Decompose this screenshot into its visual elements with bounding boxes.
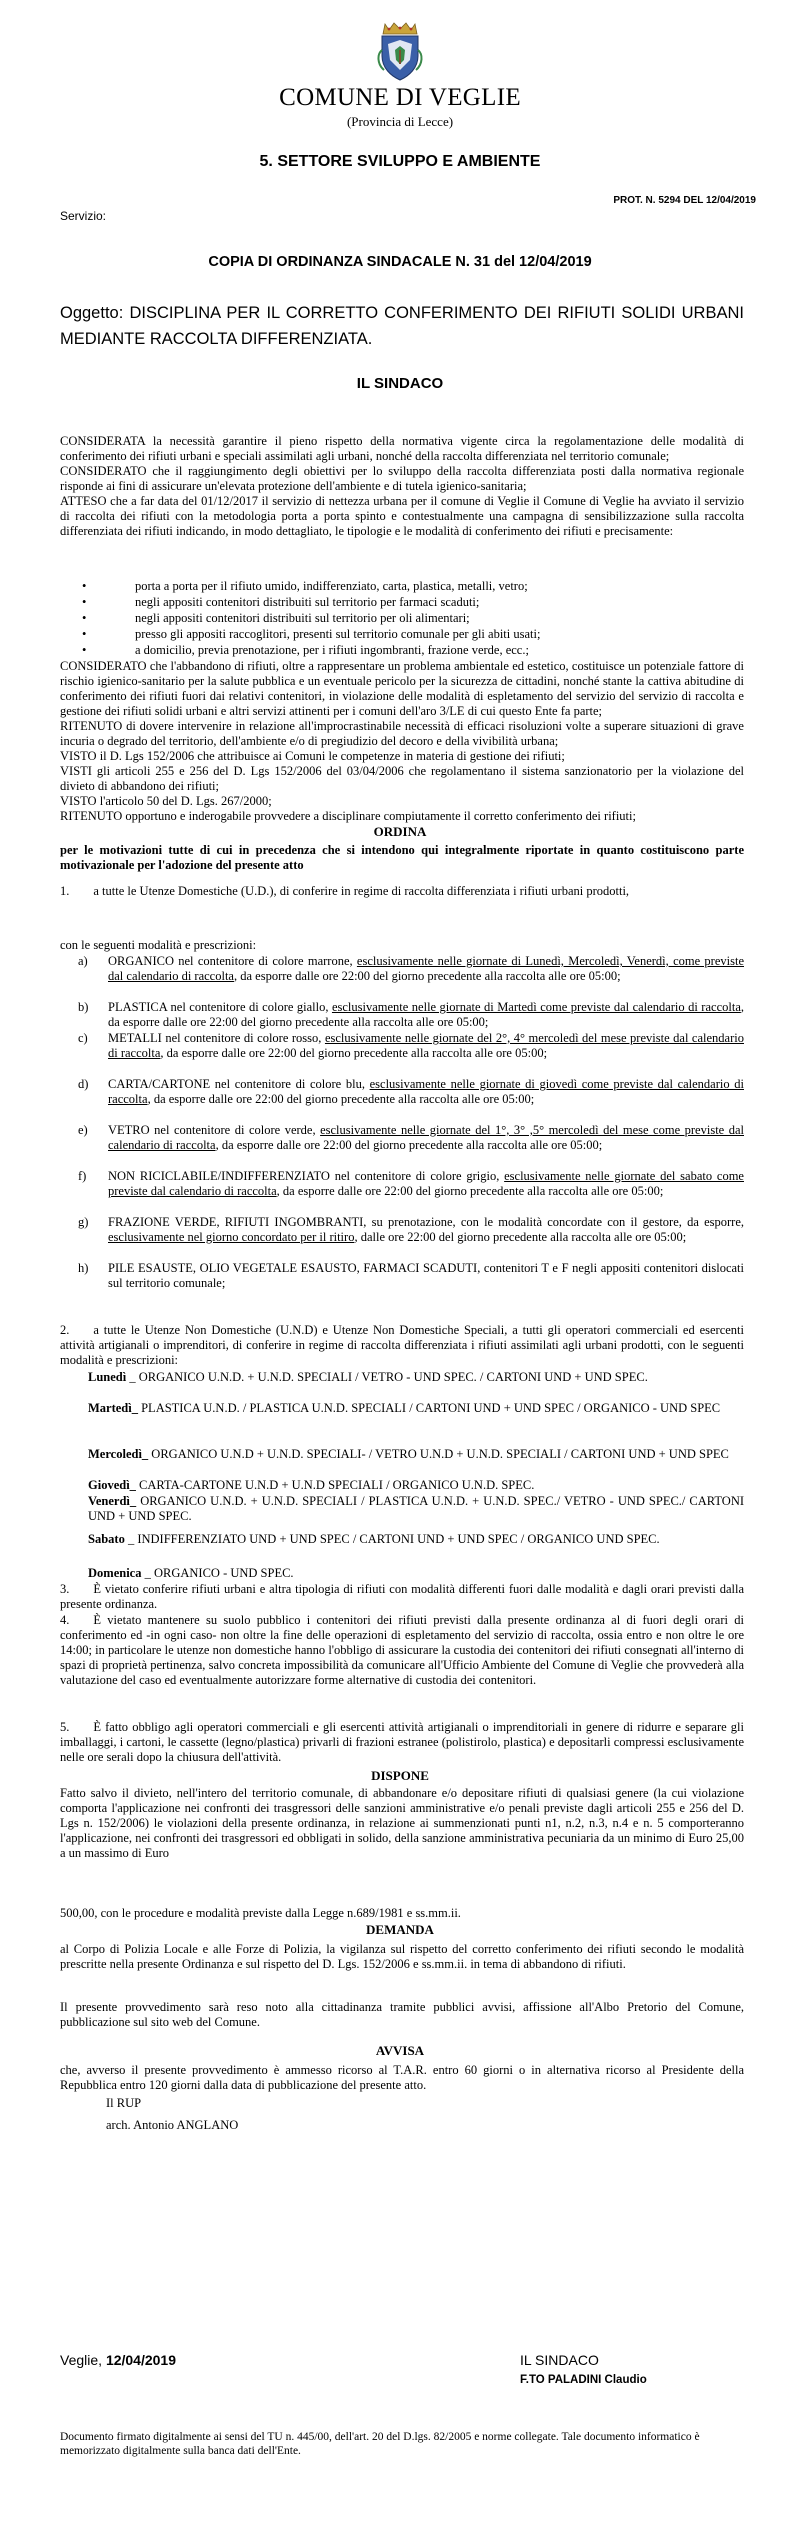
list-item: d) CARTA/CARTONE nel contenitore di colore blu, esclusivamente nelle giornate di giovedì come previste dal calendario di raccolta, da esporre dalle ore 22:00 del giorno precedente alla raccolta alle ore 05:00; xyxy=(78,1077,744,1106)
premise-visto-50: VISTO l'articolo 50 del D. Lgs. 267/2000; xyxy=(60,794,272,808)
digital-signature-note: Documento firmato digitalmente ai sensi del TU n. 445/00, dell'art. 20 del D.lgs. 82/2005 e norme collegate. Tale documento informatico è memorizzato digitalmente sulla banca dati dell'Ente. xyxy=(60,2431,700,2457)
ordina-item-5: 5. È fatto obbligo agli operatori commerciali e gli esercenti attività artigianali o imprenditoriali in genere di ridurre e separare gli imballaggi, i cartoni, le cassette (legno/plastica) privarli di frazioni estranee (polistirolo, plastica) e depositarli compressi esclusivamente nelle ore serali dopo la chiusura dell'attività. xyxy=(60,1720,744,1764)
ordina-motivation: per le motivazioni tutte di cui in precedenza che si intendono qui integralmente riportate in quanto costituiscono parte motivazionale per l'adozione del presente atto xyxy=(60,843,744,872)
subject-text: DISCIPLINA PER IL CORRETTO CONFERIMENTO DEI RIFIUTI SOLIDI URBANI MEDIANTE RACCOLTA DIFFERENZIATA. xyxy=(60,304,744,348)
subject-label: Oggetto: xyxy=(60,304,124,322)
schedule-row: Giovedì_ CARTA-CARTONE U.N.D + U.N.D SPECIALI / ORGANICO U.N.D. SPEC. xyxy=(88,1478,535,1492)
ordina-item-1: 1. a tutte le Utenze Domestiche (U.D.), di conferire in regime di raccolta differenziata i rifiuti urbani prodotti, xyxy=(60,884,630,898)
ordina-item-4: 4. È vietato mantenere su suolo pubblico i contenitori dei rifiuti previsti dalla presente ordinanza al di fuori degli orari di conferimento ed -in ogni caso- non oltre la fine delle operazioni di espletamento del servizio di raccolta, ossia entro e non oltre le ore 14:00; in particolare le utenze non domestiche hanno l'obbligo di assicurare la custodia dei contenitori dei rifiuti consegnati all'interno di spazi di proprietà pertinenza, salvo concreta impossibilità da comunicare all'Ufficio Ambiente del Comune di Veglie che provvederà alla valutazione del caso ed eventualmente autorizzare forme alternative di custodia dei contenitori. xyxy=(60,1613,744,1687)
premise-visto-152: VISTO il D. Lgs 152/2006 che attribuisce ai Comuni le competenze in materia di gestione dei rifiuti; xyxy=(60,749,565,763)
mayor-signature: F.TO PALADINI Claudio xyxy=(520,2374,647,2386)
dispone-text-cont: 500,00, con le procedure e modalità previste dalla Legge n.689/1981 e ss.mm.ii. xyxy=(60,1906,461,1920)
sector-title: 5. SETTORE SVILUPPO E AMBIENTE xyxy=(259,153,541,170)
premise-ritenuto-2: RITENUTO opportuno e inderogabile provvedere a disciplinare compiutamente il corretto conferimento dei rifiuti; xyxy=(60,809,636,823)
ordinance-page: COMUNE DI VEGLIE (Provincia di Lecce) 5. SETTORE SVILUPPO E AMBIENTE PROT. N. 5294 DEL 12/04/2019 Servizio: COPIA DI ORDINANZA SINDACALE N. 31 del 12/04/2019 Oggetto: DISCIPLINA PER IL CORRETTO CONFERIMENTO DEI RIFIUTI SOLIDI URBANI MEDIANTE RACCOLTA DIFFERENZIATA. IL SINDACO CONSIDERATA la necessità garantire il pieno rispetto della normativa vigente circa la regolamentazione delle modalità di conferimento dei rifiuti urbani e speciali assimilati agli urbani, nonché della raccolta differenziata nel territorio comunale; CONSIDERATO che il raggiungimento degli obiettivi per lo sviluppo della raccolta differenziata posti dalla normativa regionale risponde ai fini di assicurare un'elevata protezione dell'ambiente e di tutela igienico-sanitaria; ATTESO che a far data del 01/12/2017 il servizio di nettezza urbana per il comune di Veglie il Comune di Veglie ha avviato il servizio di raccolta dei rifiuti con la metodologia porta a porta spinto e contestualmente una campagna di sensibilizzazione sulla raccolta differenziata dei rifiuti indicando, in modo dettagliato, le tipologie e le modalità di conferimento dei rifiuti e precisamente: • porta a porta per il rifiuto umido, indifferenziato, carta, plastica, metalli, vetro; • negli appositi contenitori distribuiti sul territorio per farmaci scaduti; • negli appositi contenitori distribuiti sul territorio per oli alimentari; • presso gli appositi raccoglitori, presenti sul territorio comunale per gli abiti usati; • a domicilio, previa prenotazione, per i rifiuti ingombranti, frazione verde, ecc.; CONSIDERATO che l'abbandono di rifiuti, oltre a rappresentare un problema ambientale ed estetico, costituisce un potenziale fattore di rischio igienico-sanitario per la salute pubblica e un eventuale pericolo per la sicurezza de cittadini, nonché stante la cattiva abitudine di conferimento dei rifiuti fuori dai relativi contenitori, in violazione delle modalità di espletamento del servizio del servizio di raccolta e gestione dei rifiuti solidi urbani e altri servizi attinenti per i comuni dell'aro 3/LE di cui questo Ente fa parte; RITENUTO di dovere intervenire in relazione all'improcrastinabile necessità di efficaci risoluzioni volte a superare situazioni di grave incuria o degrado del territorio, dell'ambiente e/o di pregiudizio del decoro e della vivibilità urbana; VISTO il D. Lgs 152/2006 che attribuisce ai Comuni le competenze in materia di gestione dei rifiuti; VISTI gli articoli 255 e 256 del D. Lgs 152/2006 del 03/04/2006 che regolamentano il sistema sanzionatorio per la violazione del divieto di abbandono dei rifiuti; VISTO l'articolo 50 del D. Lgs. 267/2000; RITENUTO opportuno e inderogabile provvedere a disciplinare compiutamente il corretto conferimento dei rifiuti; ORDINA per le motivazioni tutte di cui in precedenza che si intendono qui integralmente riportate in quanto costituiscono parte motivazionale per l'adozione del presente atto 1. a tutte le Utenze Domestiche (U.D.), di conferire in regime di raccolta differenziata i rifiuti urbani prodotti, con le seguenti modalità e prescrizioni: a) ORGANICO nel contenitore di colore marrone, esclusivamente nelle giornate di Lunedì, Mercoledì, Venerdì, come previste dal calendario di raccolta, da esporre dalle ore 22:00 del giorno precedente alla raccolta alle ore 05:00; b) PLASTICA nel contenitore di colore giallo, esclusivamente nelle giornate di Martedì come previste dal calendario di raccolta, da esporre dalle ore 22:00 del giorno precedente alla raccolta alle ore 05:00; c) METALLI nel contenitore di colore rosso, esclusivamente nelle giornate del 2°, 4° mercoledì del mese previste dal calendario di raccolta, da esporre dalle ore 22:00 del giorno precedente alla raccolta alle ore 05:00; d) CARTA/CARTONE nel contenitore di colore blu, esclusivamente nelle giornate di giovedì come previste dal calendario di raccolta, da esporre dalle ore 22:00 del giorno precedente alla raccolta alle ore 05:00; e) VETRO nel contenitore di colore verde, esclusivamente nelle giornate del 1°, 3° ,5° mercoledì del mese come previste dal calendario di raccolta, da esporre dalle ore 22:00 del giorno precedente alla raccolta alle ore 05:00; f) NON RICICLABILE/INDIFFERENZIATO nel contenitore di colore grigio, esclusivamente nelle giornate del sabato come previste dal calendario di raccolta, da esporre dalle ore 22:00 del giorno precedente alla raccolta alle ore 05:00; g) FRAZIONE VERDE, RIFIUTI INGOMBRANTI, su prenotazione, con le modalità concordate con il gestore, da esporre, esclusivamente nel giorno concordato per il ritiro, dalle ore 22:00 del giorno precedente alla raccolta alle ore 05:00; h) PILE ESAUSTE, OLIO VEGETALE ESAUSTO, FARMACI SCADUTI, contenitori T e F negli appositi contenitori dislocati sul territorio comunale; 2. a tutte le Utenze Non Domestiche (U.N.D) e Utenze Non Domestiche Speciali, a tutti gli operatori commerciali ed esercenti attività artigianali o imprenditori, di conferire in regime di raccolta differenziata i rifiuti assimilati agli urbani prodotti, con le seguenti modalità e prescrizioni: Lunedì _ ORGANICO U.N.D. + U.N.D. SPECIALI / VETRO - UND SPEC. / CARTONI UND + UND SPEC. Martedì_ PLASTICA U.N.D. / PLASTICA U.N.D. SPECIALI / CARTONI UND + UND SPEC / ORGANICO - UND SPEC Mercoledì_ ORGANICO U.N.D + U.N.D. SPECIALI- / VETRO U.N.D + U.N.D. SPECIALI / CARTONI UND + UND SPEC Giovedì_ CARTA-CARTONE U.N.D + U.N.D SPECIALI / ORGANICO U.N.D. SPEC. Venerdì_ ORGANICO U.N.D. + U.N.D. SPECIALI / PLASTICA U.N.D. + U.N.D. SPEC./ VETRO - UND SPEC./ CARTONI UND + UND SPEC. Sabato _ INDIFFERENZIATO UND + UND SPEC / CARTONI UND + UND SPEC / ORGANICO UND SPEC. Domenica _ ORGANICO - UND SPEC. 3. È vietato conferire rifiuti urbani e altra tipologia di rifiuti con modalità differenti fuori dalle modalità e dagli orari previsti dalla presente ordinanza. 4. È vietato mantenere su suolo pubblico i contenitori dei rifiuti previsti dalla presente ordinanza al di fuori degli orari di conferimento ed -in ogni caso- non oltre la fine delle operazioni di espletamento del servizio di raccolta, ossia entro e non oltre le ore 14:00; in particolare le utenze non domestiche hanno l'obbligo di assicurare la custodia dei contenitori dei rifiuti consegnati all'interno di spazi di proprietà pertinenza, salvo concreta impossibilità da comunicare all'Ufficio Ambiente del Comune di Veglie che provvederà alla valutazione del caso ed eventualmente autorizzare forme alternative di custodia dei contenitori. 5. È fatto obbligo agli operatori commerciali e gli esercenti attività artigianali o imprenditoriali in genere di ridurre e separare gli imballaggi, i cartoni, le cassette (legno/plastica) privarli di frazioni estranee (polistirolo, plastica) e depositarli compressi esclusivamente nelle ore serali dopo la chiusura dell'attività. DISPONE Fatto salvo il divieto, nell'intero del territorio comunale, di abbandonare e/o depositare rifiuti di qualsiasi genere (la cui violazione comporta l'applicazione nei confronti dei trasgressori delle sanzioni amministrative e/o penali previste dagli articoli 255 e 256 del D. Lgs n. 152/2006) le violazioni della presente ordinanza, in relazione ai summenzionati punti n1, n.2, n.3, n.4 e n. 5 comporteranno l'applicazione, nei confronti dei trasgressori ed obbligati in solido, della sanzione amministrativa pecuniaria da un minimo di Euro 25,00 a un massimo di Euro 500,00, con le procedure e modalità previste dalla Legge n.689/1981 e ss.mm.ii. DEMANDA al Corpo di Polizia Locale e alle Forze di Polizia, la vigilanza sul rispetto del corretto conferimento dei rifiuti secondo le modalità prescritte nella presente Ordinanza e sul rispetto del D. Lgs. 152/2006 e ss.mm.ii. in tema di abbandono di rifiuti. Il presente provvedimento sarà reso noto alla cittadinanza tramite pubblici avvisi, affissione all'Albo Pretorio del Comune, pubblicazione sul sito web del Comune. AVVISA che, avverso il presente provvedimento è ammesso ricorso al T.A.R. entro 60 giorni o in alternativa ricorso al Presidente della Repubblica entro 120 giorni dalla data di pubblicazione del presente atto. Il RUP arch. Antonio ANGLANO Veglie, 12/04/2019 IL SINDACO F.TO PALADINI Claudio Documento firmato digitalmente ai sensi del TU n. 445/00, dell'art. 20 del D.lgs. 82/2005 e norme collegate. Tale documento informatico è memorizzato digitalmente sulla banca dati dell'Ente. xyxy=(0,0,800,2544)
premise-considerata: CONSIDERATA la necessità garantire il pieno rispetto della normativa vigente circa la regolamentazione delle modalità di conferimento dei rifiuti urbani e speciali assimilati agli urbani, nonché della raccolta differenziata nel territorio comunale; xyxy=(60,434,744,463)
list-item: f) NON RICICLABILE/INDIFFERENZIATO nel contenitore di colore grigio, esclusivamente nelle giornate del sabato come previste dal calendario di raccolta, da esporre dalle ore 22:00 del giorno precedente alla raccolta alle ore 05:00; xyxy=(78,1169,744,1198)
schedule-row: Lunedì _ ORGANICO U.N.D. + U.N.D. SPECIALI / VETRO - UND SPEC. / CARTONI UND + UND SPEC. xyxy=(88,1370,648,1384)
list-item: a) ORGANICO nel contenitore di colore marrone, esclusivamente nelle giornate di Lunedì, Mercoledì, Venerdì, come previste dal calendario di raccolta, da esporre dalle ore 22:00 del giorno precedente alla raccolta alle ore 05:00; xyxy=(78,954,744,983)
premise-abbandono: CONSIDERATO che l'abbandono di rifiuti, oltre a rappresentare un problema ambientale ed estetico, costituisce un potenziale fattore di rischio igienico-sanitario per la salute pubblica e un eventuale pericolo per la sicurezza de cittadini, nonché stante la cattiva abitudine di conferimento dei rifiuti fuori dai relativi contenitori, in violazione delle modalità di espletamento del servizio del servizio di raccolta e gestione dei rifiuti solidi urbani e altri servizi attinenti per i comuni dell'aro 3/LE di cui questo Ente fa parte; xyxy=(60,659,744,718)
municipal-coat-of-arms-icon xyxy=(375,20,425,82)
ordina-item-2: 2. a tutte le Utenze Non Domestiche (U.N.D) e Utenze Non Domestiche Speciali, a tutti gli operatori commerciali ed esercenti attività artigianali o imprenditori, di conferire in regime di raccolta differenziata i rifiuti assimilati agli urbani prodotti, con le seguenti modalità e prescrizioni: xyxy=(60,1323,744,1367)
province-name: (Provincia di Lecce) xyxy=(346,114,454,129)
place-date: Veglie, 12/04/2019 xyxy=(60,2352,177,2368)
premise-ritenuto: RITENUTO di dovere intervenire in relazione all'improcrastinabile necessità di efficaci risoluzioni volte a superare situazioni di grave incuria o degrado del territorio, dell'ambiente e/o di pregiudizio del decoro e della vivibilità urbana; xyxy=(60,719,744,748)
avvisa-heading: AVVISA xyxy=(375,2043,425,2058)
dispone-text: Fatto salvo il divieto, nell'intero del territorio comunale, di abbandonare e/o depositare rifiuti di qualsiasi genere (la cui violazione comporta l'applicazione nei confronti dei trasgressori delle sanzioni amministrative e/o penali previste dagli articoli 255 e 256 del D. Lgs n. 152/2006) le violazioni della presente ordinanza, in relazione ai summenzionati punti n1, n.2, n.3, n.4 e n. 5 comporteranno l'applicazione, nei confronti dei trasgressori ed obbligati in solido, della sanzione amministrativa pecuniaria da un minimo di Euro 25,00 a un massimo di Euro xyxy=(60,1786,744,1860)
premise-atteso: ATTESO che a far data del 01/12/2017 il servizio di nettezza urbana per il comune di Veglie il Comune di Veglie ha avviato il servizio di raccolta dei rifiuti con la metodologia porta a porta spinto e contestualmente una campagna di sensibilizzazione sulla raccolta differenziata dei rifiuti indicando, in modo dettagliato, le tipologie e le modalità di conferimento dei rifiuti e precisamente: xyxy=(60,494,744,538)
list-item: h) PILE ESAUSTE, OLIO VEGETALE ESAUSTO, FARMACI SCADUTI, contenitori T e F negli appositi contenitori dislocati sul territorio comunale; xyxy=(78,1261,744,1290)
list-item: e) VETRO nel contenitore di colore verde, esclusivamente nelle giornate del 1°, 3° ,5° mercoledì del mese come previste dal calendario di raccolta, da esporre dalle ore 22:00 del giorno precedente alla raccolta alle ore 05:00; xyxy=(78,1123,744,1152)
municipality-name: COMUNE DI VEGLIE xyxy=(279,84,521,111)
document-title: COPIA DI ORDINANZA SINDACALE N. 31 del 12/04/2019 xyxy=(208,254,592,270)
demanda-text: al Corpo di Polizia Locale e alle Forze di Polizia, la vigilanza sul rispetto del corretto conferimento dei rifiuti secondo le modalità prescritte nella presente Ordinanza e sul rispetto del D. Lgs. 152/2006 e ss.mm.ii. in tema di abbandono di rifiuti. xyxy=(60,1942,744,1971)
authority-heading: IL SINDACO xyxy=(356,375,444,392)
ordina-heading: ORDINA xyxy=(373,824,427,839)
demanda-heading: DEMANDA xyxy=(366,1922,434,1937)
publication-text: Il presente provvedimento sarà reso noto alla cittadinanza tramite pubblici avvisi, affissione all'Albo Pretorio del Comune, pubblicazione sul sito web del Comune. xyxy=(60,2000,744,2029)
list-item: b) PLASTICA nel contenitore di colore giallo, esclusivamente nelle giornate di Martedì come previste dal calendario di raccolta, da esporre dalle ore 22:00 del giorno precedente alla raccolta alle ore 05:00; xyxy=(78,1000,744,1029)
service-label: Servizio: xyxy=(60,209,107,223)
schedule-row: Sabato _ INDIFFERENZIATO UND + UND SPEC / CARTONI UND + UND SPEC / ORGANICO UND SPEC. xyxy=(88,1532,660,1546)
rup-label: Il RUP xyxy=(106,2096,142,2110)
subject xyxy=(60,300,744,352)
schedule-row: Mercoledì_ ORGANICO U.N.D + U.N.D. SPECIALI- / VETRO U.N.D + U.N.D. SPECIALI / CARTONI UND + UND SPEC xyxy=(88,1447,729,1461)
dispone-heading: DISPONE xyxy=(371,1768,429,1783)
schedule-row: Venerdì_ ORGANICO U.N.D. + U.N.D. SPECIALI / PLASTICA U.N.D. + U.N.D. SPEC./ VETRO - UND SPEC./ CARTONI UND + UND SPEC. xyxy=(88,1494,745,1523)
avvisa-text: che, avverso il presente provvedimento è ammesso ricorso al T.A.R. entro 60 giorni o in alternativa ricorso al Presidente della Repubblica entro 120 giorni dalla data di pubblicazione del presente atto. xyxy=(60,2063,744,2092)
protocol-number: PROT. N. 5294 DEL 12/04/2019 xyxy=(613,195,756,206)
rup-name: arch. Antonio ANGLANO xyxy=(106,2118,239,2132)
schedule-row: Martedì_ PLASTICA U.N.D. / PLASTICA U.N.D. SPECIALI / CARTONI UND + UND SPEC / ORGANICO - UND SPEC xyxy=(88,1401,721,1415)
premise-considerato: CONSIDERATO che il raggiungimento degli obiettivi per lo sviluppo della raccolta differenziata posti dalla normativa regionale risponde ai fini di assicurare un'elevata protezione dell'ambiente e di tutela igienico-sanitaria; xyxy=(60,464,744,493)
list-item: c) METALLI nel contenitore di colore rosso, esclusivamente nelle giornate del 2°, 4° mercoledì del mese previste dal calendario di raccolta, da esporre dalle ore 22:00 del giorno precedente alla raccolta alle ore 05:00; xyxy=(78,1031,744,1060)
premise-visti-255: VISTI gli articoli 255 e 256 del D. Lgs 152/2006 del 03/04/2006 che regolamentano il sistema sanzionatorio per la violazione del divieto di abbandono dei rifiuti; xyxy=(60,764,744,793)
schedule-row: Domenica _ ORGANICO - UND SPEC. xyxy=(88,1566,294,1580)
ordina-item-1-cont: con le seguenti modalità e prescrizioni: xyxy=(60,938,257,952)
ordina-item-3: 3. È vietato conferire rifiuti urbani e altra tipologia di rifiuti con modalità differenti fuori dalle modalità e dagli orari previsti dalla presente ordinanza. xyxy=(60,1582,744,1611)
premises-block xyxy=(60,434,744,539)
list-item: g) FRAZIONE VERDE, RIFIUTI INGOMBRANTI, su prenotazione, con le modalità concordate con il gestore, da esporre, esclusivamente nel giorno concordato per il ritiro, dalle ore 22:00 del giorno precedente alla raccolta alle ore 05:00; xyxy=(78,1215,744,1244)
mayor-title: IL SINDACO xyxy=(520,2352,599,2368)
premises-block-2 xyxy=(60,659,744,824)
